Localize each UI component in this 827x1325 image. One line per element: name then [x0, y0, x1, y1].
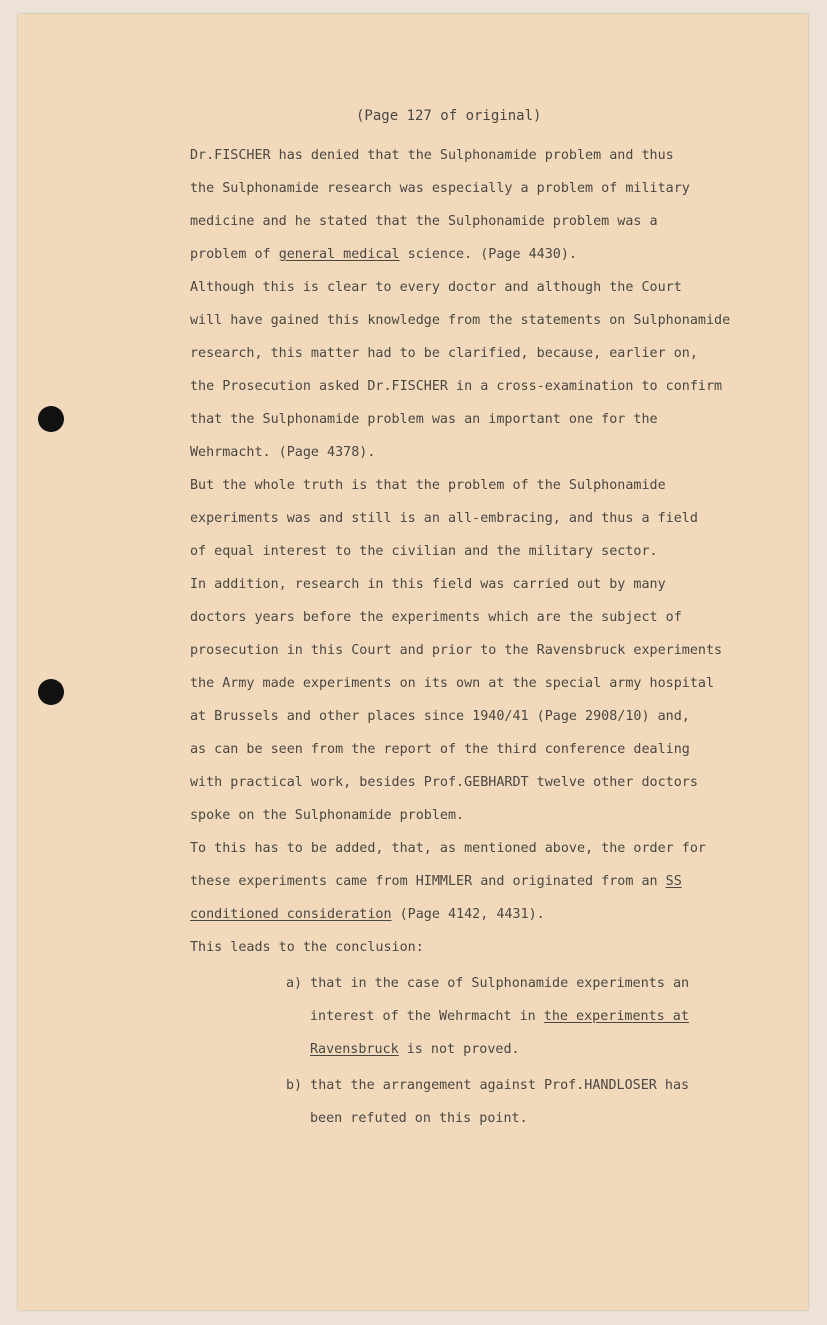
text-line: Dr.FISCHER has denied that the Sulphonamide problem and thus	[190, 148, 674, 163]
text-line: the Prosecution asked Dr.FISCHER in a cross-examination to confirm	[190, 379, 723, 394]
text-line: Wehrmacht. (Page 4378).	[190, 445, 376, 460]
text-line: these experiments came from HIMMLER and originated from an SS	[190, 874, 682, 889]
conclusion-item-b: b) that the arrangement against Prof.HANDLOSER has	[286, 1078, 690, 1093]
text-line: been refuted on this point.	[310, 1111, 528, 1126]
text-line: But the whole truth is that the problem of the Sulphonamide	[190, 478, 666, 493]
text-line: of equal interest to the civilian and the military sector.	[190, 544, 658, 559]
text-line: the Sulphonamide research was especially a problem of military	[190, 181, 690, 196]
text-line: that the Sulphonamide problem was an important one for the	[190, 412, 658, 427]
text-line: This leads to the conclusion:	[190, 940, 424, 955]
text-line: In addition, research in this field was carried out by many	[190, 577, 666, 592]
text-line: doctors years before the experiments which are the subject of	[190, 610, 682, 625]
text-line: Although this is clear to every doctor and although the Court	[190, 280, 682, 295]
punch-hole	[38, 679, 64, 705]
conclusion-item-a: a) that in the case of Sulphonamide experiments an	[286, 976, 690, 991]
document-page	[18, 14, 808, 1310]
text-line: the Army made experiments on its own at the special army hospital	[190, 676, 715, 691]
text-line: as can be seen from the report of the third conference dealing	[190, 742, 690, 757]
text-line: problem of general medical science. (Page 4430).	[190, 247, 577, 262]
text-line: prosecution in this Court and prior to the Ravensbruck experiments	[190, 643, 723, 658]
text-line: at Brussels and other places since 1940/41 (Page 2908/10) and,	[190, 709, 690, 724]
text-line: conditioned consideration (Page 4142, 4431).	[190, 907, 545, 922]
text-line: To this has to be added, that, as mentioned above, the order for	[190, 841, 706, 856]
text-line: research, this matter had to be clarified, because, earlier on,	[190, 346, 698, 361]
page-header: (Page 127 of original)	[356, 108, 542, 124]
text-line: with practical work, besides Prof.GEBHARDT twelve other doctors	[190, 775, 698, 790]
text-line: medicine and he stated that the Sulphonamide problem was a	[190, 214, 658, 229]
text-line: interest of the Wehrmacht in the experiments at	[310, 1009, 689, 1024]
text-line: spoke on the Sulphonamide problem.	[190, 808, 465, 823]
punch-hole	[38, 406, 64, 432]
text-line: experiments was and still is an all-embracing, and thus a field	[190, 511, 698, 526]
text-line: will have gained this knowledge from the statements on Sulphonamide	[190, 313, 731, 328]
text-line: Ravensbruck is not proved.	[310, 1042, 520, 1057]
